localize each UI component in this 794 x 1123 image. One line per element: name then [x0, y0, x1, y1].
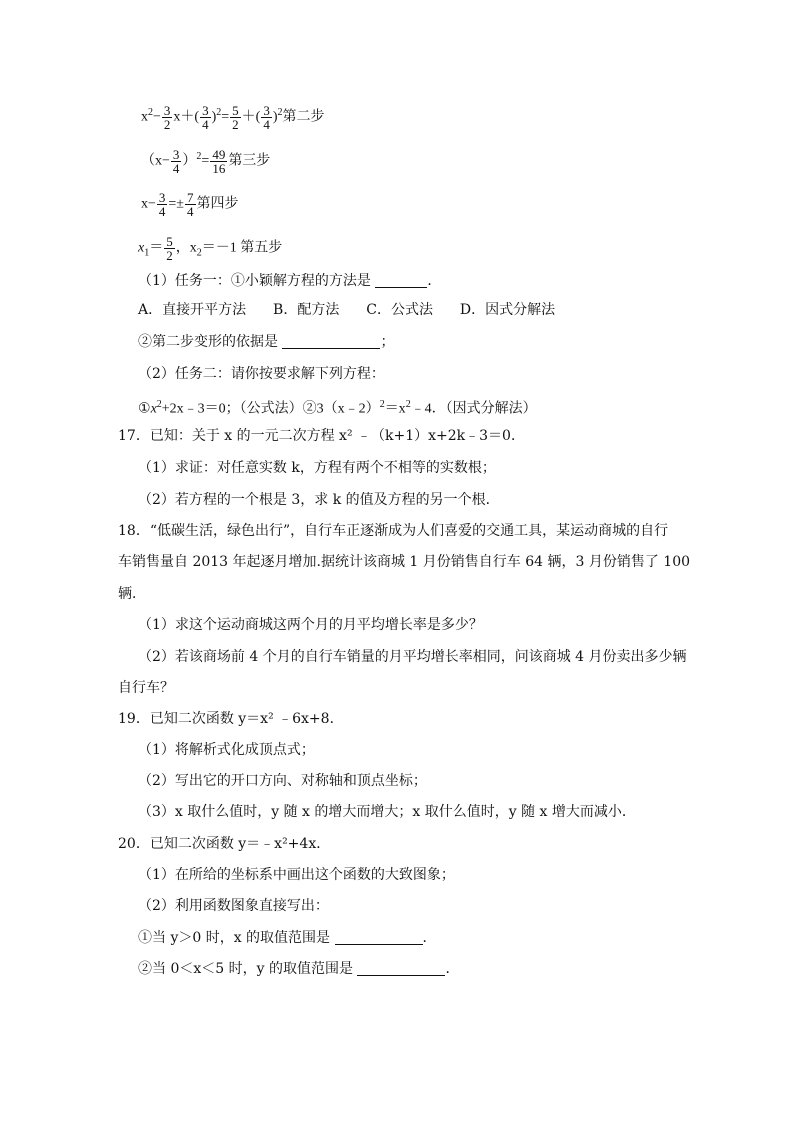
question-text: ①当 y＞0 时，x 的取值范围是 [138, 930, 331, 946]
task2-equations [138, 396, 537, 419]
question-text: ②第二步变形的依据是 [138, 334, 278, 350]
task1b-question [138, 333, 394, 351]
numerator: 3 [163, 103, 171, 118]
denominator: 4 [202, 117, 209, 132]
operator: − [153, 109, 161, 125]
question-text: ②当 0＜x＜5 时，y 的取值范围是 [138, 961, 353, 977]
expr-text: ﹣4．（因式分解法） [410, 401, 537, 417]
answer-blank[interactable] [335, 930, 423, 945]
q20-part2a [138, 929, 437, 947]
var-x: x [141, 109, 148, 125]
step2-equation [141, 104, 325, 131]
fraction [157, 191, 168, 218]
q18-stem-line1: 18．“低碳生活，绿色出行”，自行车正逐渐成为人们喜爱的交通工具，某运动商城的自行 [118, 523, 669, 539]
denominator: 2 [163, 117, 171, 132]
denominator: 2 [166, 248, 173, 263]
step-label: 第二步 [282, 109, 325, 125]
question-text: （1）任务一：①小颖解方程的方法是 [138, 273, 371, 289]
operator: =± [168, 196, 184, 212]
denominator: 4 [187, 204, 194, 219]
step4-equation [141, 191, 239, 218]
step-label: 第三步 [228, 153, 271, 169]
expr-text: ) [211, 109, 217, 125]
fraction [230, 104, 241, 131]
fraction [171, 148, 182, 175]
operator: = [221, 109, 230, 125]
q17-stem: 17．已知：关于 x 的一元二次方程 x² ﹣（k+1）x+2k﹣3＝0． [118, 428, 525, 444]
punctuation: ； [380, 334, 395, 350]
expr-text: ） [182, 153, 197, 169]
numerator: 3 [158, 190, 166, 205]
option-a[interactable]: A．直接开平方法 [138, 302, 247, 318]
expr-text: ＝－1 第五步 [201, 240, 283, 256]
exponent: 2 [216, 107, 222, 119]
q20-part1: （1）在所给的坐标系中画出这个函数的大致图象； [138, 867, 455, 883]
step-label: 第四步 [196, 196, 239, 212]
expr-text: x＋( [173, 109, 200, 125]
answer-blank[interactable] [375, 273, 427, 288]
q18-part2-line2: 自行车？ [118, 680, 174, 696]
denominator: 4 [158, 204, 166, 219]
task2-question [138, 365, 385, 383]
expr-text: ＋( [241, 109, 261, 125]
exponent: 2 [277, 107, 283, 119]
exponent: 2 [156, 399, 162, 410]
option-d[interactable]: D．因式分解法 [459, 302, 556, 318]
q17-part2: （2）若方程的一个根是 3，求 k 的值及方程的另一个根． [138, 492, 500, 508]
denominator: 4 [172, 161, 180, 176]
option-c[interactable]: C．公式法 [366, 302, 433, 318]
fraction [200, 104, 211, 131]
question-text: （2）任务二：请你按要求解下列方程： [138, 366, 385, 382]
exponent: 2 [148, 107, 153, 119]
q19-part3: （3）x 取什么值时，y 随 x 的增大而增大；x 取什么值时，y 随 x 增大而减小． [138, 804, 636, 820]
step3-equation [141, 148, 270, 175]
exponent: 2 [379, 399, 385, 410]
q18-stem-line2: 车销售量自 2013 年起逐月增加.据统计该商城 1 月份销售自行车 64 辆，3 月份销售了 100 [118, 554, 691, 570]
punctuation: ． [422, 930, 437, 946]
exponent: 2 [196, 151, 202, 163]
exponent: 2 [405, 399, 411, 410]
q20-stem: 20．已知二次函数 y＝﹣x²+4x． [118, 836, 331, 852]
punctuation: ． [445, 961, 460, 977]
answer-blank[interactable] [357, 961, 445, 976]
fraction [164, 235, 175, 262]
fraction [210, 148, 227, 175]
fraction [162, 104, 173, 131]
var-x: x [138, 240, 145, 256]
subscript: 2 [196, 247, 202, 259]
numerator: 3 [172, 147, 180, 162]
expr-text: x− [141, 196, 156, 212]
q19-part1: （1）将解析式化成顶点式； [138, 742, 315, 758]
numerator: 3 [263, 103, 270, 118]
expr-text: （x− [141, 153, 170, 169]
numerator: 5 [232, 103, 239, 118]
q20-part2b [138, 960, 459, 978]
q19-stem: 19．已知二次函数 y＝x² ﹣6x+8． [118, 711, 344, 727]
fraction [261, 104, 272, 131]
denominator: 2 [232, 117, 239, 132]
var-x: x [150, 401, 157, 417]
answer-blank[interactable] [282, 334, 380, 349]
option-b[interactable]: B．配方法 [273, 302, 340, 318]
subscript: 1 [144, 247, 150, 259]
denominator: 16 [212, 161, 226, 176]
numerator: 7 [187, 190, 194, 205]
operator: = [201, 153, 210, 169]
circle-number: ① [138, 401, 151, 417]
q18-part1: （1）求这个运动商城这两个月的月平均增长率是多少？ [138, 617, 483, 633]
q20-part2: （2）利用函数图象直接写出： [138, 898, 329, 914]
fraction [185, 191, 196, 218]
expr-text: +2x﹣3＝0；（公式法）②3（x﹣2） [161, 401, 380, 417]
numerator: 49 [212, 147, 226, 162]
numerator: 3 [202, 103, 209, 118]
expr-text: ＝x [384, 401, 406, 417]
step5-equation [138, 235, 282, 263]
punctuation: ． [427, 273, 442, 289]
q19-part2: （2）写出它的开口方向、对称轴和顶点坐标； [138, 773, 427, 789]
expr-text: ) [272, 109, 278, 125]
method-options [138, 301, 555, 319]
denominator: 4 [263, 117, 270, 132]
task1-question [138, 272, 441, 290]
q17-part1: （1）求证：对任意实数 k，方程有两个不相等的实数根； [138, 460, 496, 476]
q18-stem-line3: 辆． [118, 586, 146, 602]
expr-text: ，x [175, 240, 197, 256]
numerator: 5 [166, 234, 173, 249]
operator: ＝ [149, 240, 164, 256]
q18-part2-line1: （2）若该商场前 4 个月的自行车销量的月平均增长率相同，问该商城 4 月份卖出多少辆 [138, 649, 687, 665]
